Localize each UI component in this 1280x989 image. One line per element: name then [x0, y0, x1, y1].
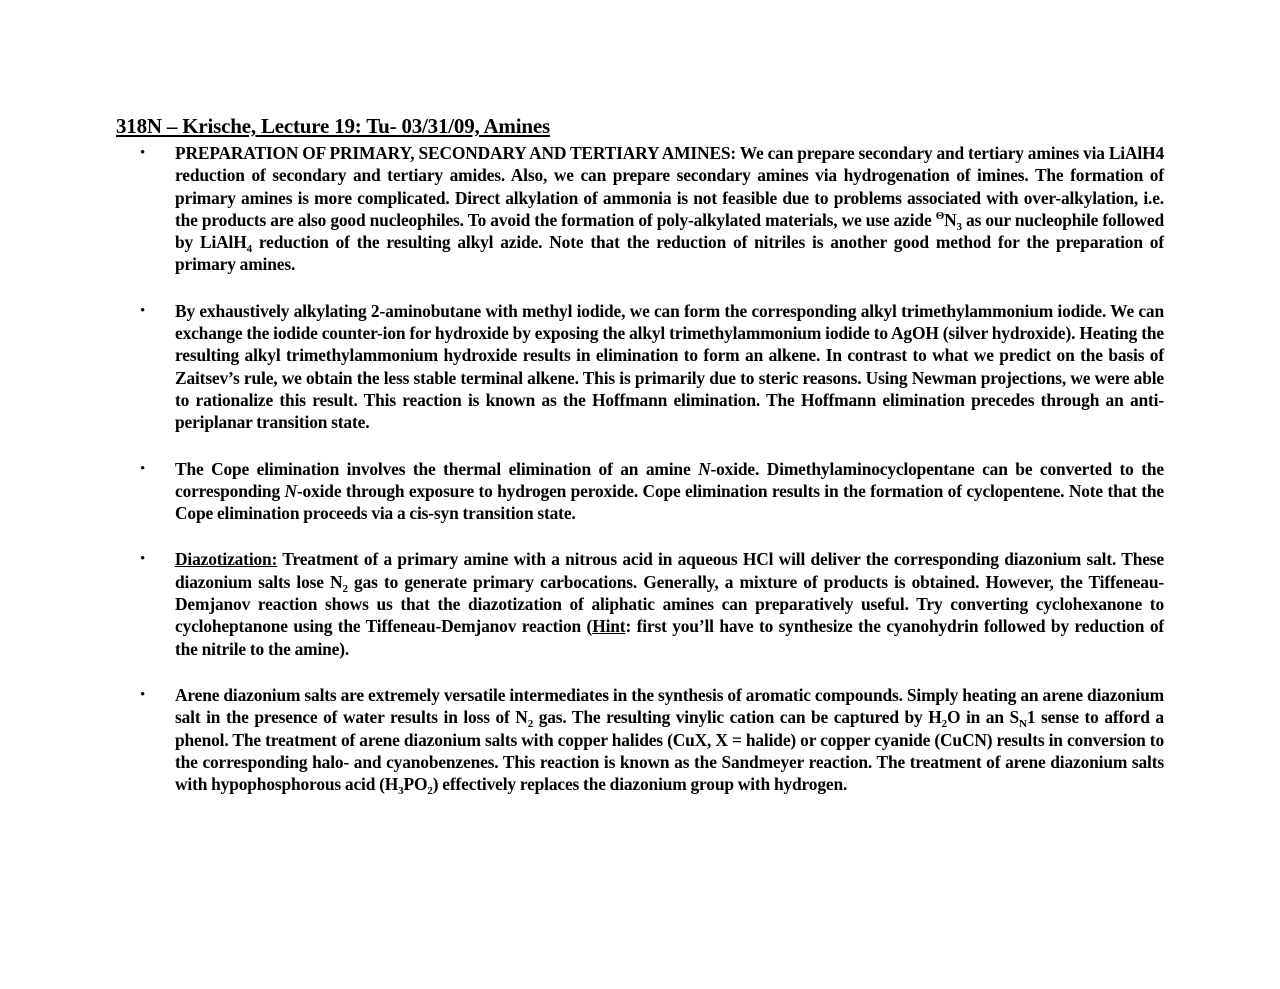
bullet-icon: • [140, 551, 146, 568]
text-run: ) effectively replaces the diazonium group with hydrogen. [432, 774, 848, 795]
diazotization-heading: Diazotization: [175, 549, 278, 570]
list-item-diazotization [140, 548, 1164, 659]
italic-n: N [698, 458, 711, 479]
text-run: Treatment of a primary amine with a nitrous acid in aqueous HCl will deliver the corresponding diazonium salt. These diazonium salts lose N [175, 549, 1164, 592]
subscript: 2 [941, 718, 947, 731]
text-run: as our nucleophile followed by LiAlH [175, 209, 1164, 253]
bullet-icon: • [140, 460, 146, 477]
bullet-icon: • [140, 145, 146, 161]
text-run: : first you’ll have to synthesize the cyanohydrin followed by reduction of the nitrile to the amine). [175, 616, 1165, 659]
subscript: 3 [956, 220, 962, 233]
text-run: -oxide through exposure to hydrogen peroxide. Cope elimination results in the formation of cyclopentene. Note that the Cope elimination proceeds via a cis-syn transition state. [175, 480, 1165, 524]
paragraph-diazotization [175, 548, 1164, 659]
text-run: 1 sense to afford a phenol. The treatment of arene diazonium salts with copper halides (CuX, X = halide) or copper cyanide (CuCN) results in conversion to the corresponding halo- and cyanobenzenes. This reaction is known as the Sandmeyer reaction. The treatment of arene diazonium salts with hypophosphorous acid (H [175, 707, 1164, 795]
text-run: Arene diazonium salts are extremely versatile intermediates in the synthesis of aromatic compounds. Simply heating an arene diazonium salt in the presence of water results in loss of N [175, 684, 1164, 728]
text-run: gas. The resulting vinylic cation can be captured by H [533, 707, 942, 728]
text-run: -oxide. Dimethylaminocyclopentane can be converted to the corresponding [175, 458, 1164, 501]
paragraph-amine-preparation [175, 142, 1164, 276]
hint-label: Hint [592, 616, 626, 637]
text-run: gas to generate primary carbocations. Generally, a mixture of products is obtained. However, the Tiffeneau-Demjanov reaction shows us that the diazotization of aliphatic amines can preparatively useful. Try converting cyclohexanone to cycloheptanone using the Tiffeneau-Demjanov reaction ( [175, 571, 1164, 637]
list-item-arene-diazonium [140, 684, 1164, 798]
bullet-icon: • [140, 302, 146, 319]
azide-n: N [944, 209, 957, 230]
bullet-icon: • [140, 686, 146, 703]
text-run: reduction of the resulting alkyl azide. Note that the reduction of nitriles is another good method for the preparation of primary amines. [175, 232, 1164, 275]
text-run: PO [403, 774, 428, 795]
list-item-cope-elimination [140, 458, 1164, 525]
paragraph-hoffmann-elimination: By exhaustively alkylating 2-aminobutane with methyl iodide, we can form the corresponding alkyl trimethylammonium iodide. We can exchange the iodide counter-ion for hydroxide by exposing the alkyl trimethylammonium iodide to AgOH (silver hydroxide). Heating the resulting alkyl trimethylammonium hydroxide results in elimination to form an alkene. In contrast to what we predict on the basis of Zaitsev’s rule, we obtain the less stable terminal alkene. This is primarily due to steric reasons. Using Newman projections, we were able to rationalize this result. This reaction is known as the Hoffmann elimination. The Hoffmann elimination precedes through an anti-periplanar transition state. [175, 300, 1164, 433]
subscript: 2 [342, 582, 348, 595]
paragraph-arene-diazonium [175, 684, 1164, 798]
subscript: 2 [527, 718, 534, 731]
azide-charge-symbol: Θ [935, 209, 945, 222]
list-item-amine-preparation [140, 142, 1164, 276]
lecture-title: 318N – Krische, Lecture 19: Tu- 03/31/09, Amines [116, 114, 550, 138]
subscript: 3 [398, 785, 404, 798]
subscript: 4 [246, 243, 252, 256]
italic-n: N [284, 480, 297, 501]
list-item-hoffmann-elimination [140, 300, 1164, 434]
subscript: N [1019, 718, 1027, 731]
text-run: O in an S [946, 707, 1020, 728]
text-run: The Cope elimination involves the thermal elimination of an amine [175, 458, 699, 479]
bullet-list [140, 142, 1164, 819]
text-run: PREPARATION OF PRIMARY, SECONDARY AND TERTIARY AMINES: We can prepare secondary and tertiary amines via LiAlH4 reduction of secondary and tertiary amides. Also, we can prepare secondary amines via hydrogenation of imines. The formation of primary amines is more complicated. Direct alkylation of ammonia is not feasible due to problems associated with over-alkylation, i.e. the products are also good nucleophiles. To avoid the formation of poly-alkylated materials, we use azide [175, 143, 1164, 230]
subscript: 2 [427, 785, 433, 798]
paragraph-cope-elimination [175, 458, 1164, 525]
